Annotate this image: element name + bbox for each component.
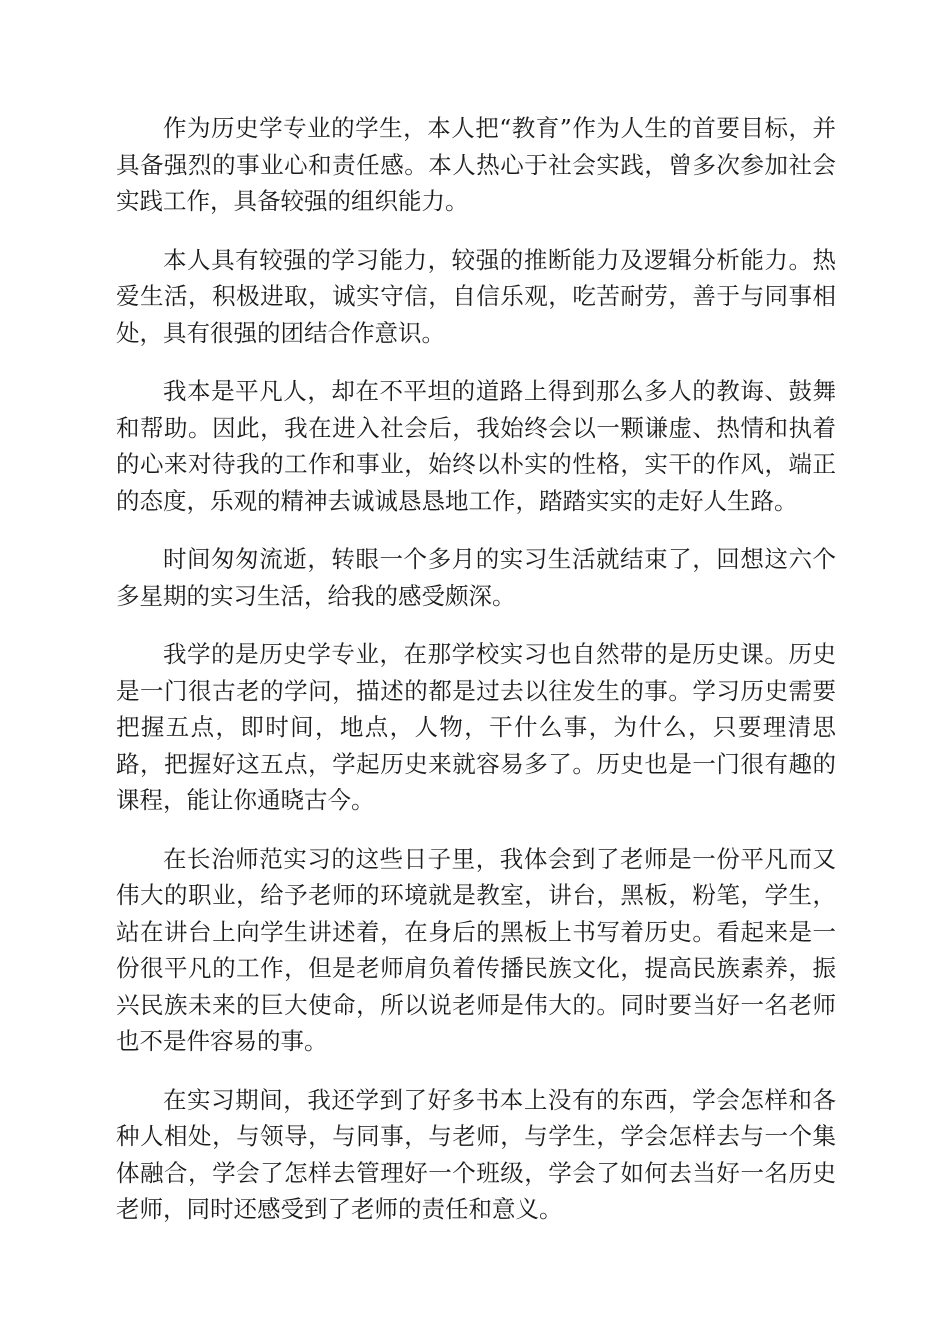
paragraph-6: 在长治师范实习的这些日子里，我体会到了老师是一份平凡而又伟大的职业，给予老师的环境就是教室，讲台，黑板，粉笔，学生，站在讲台上向学生讲述着，在身后的黑板上书写着历史。看起来是一份很平凡的工作，但是老师肩负着传播民族文化，提高民族素养，振兴民族未来的巨大使命，所以说老师是伟大的。同时要当好一名老师也不是件容易的事。 <box>116 844 836 1055</box>
paragraph-1: 作为历史学专业的学生，本人把“教育”作为人生的首要目标，并具备强烈的事业心和责任感。本人热心于社会实践，曾多次参加社会实践工作，具备较强的组织能力。 <box>116 114 836 215</box>
document-body <box>116 110 836 1250</box>
paragraph-5: 我学的是历史学专业，在那学校实习也自然带的是历史课。历史是一门很古老的学问，描述的都是过去以往发生的事。学习历史需要把握五点，即时间，地点，人物，干什么事，为什么，只要理清思路，把握好这五点，学起历史来就容易多了。历史也是一门很有趣的课程，能让你通晓古今。 <box>116 640 836 814</box>
paragraph-7: 在实习期间，我还学到了好多书本上没有的东西，学会怎样和各种人相处，与领导，与同事，与老师，与学生，学会怎样去与一个集体融合，学会了怎样去管理好一个班级，学会了如何去当好一名历史老师，同时还感受到了老师的责任和意义。 <box>116 1085 836 1223</box>
paragraph-4: 时间匆匆流逝，转眼一个多月的实习生活就结束了，回想这六个多星期的实习生活，给我的感受颇深。 <box>116 545 836 610</box>
paragraph-2: 本人具有较强的学习能力，较强的推断能力及逻辑分析能力。热爱生活，积极进取，诚实守信，自信乐观，吃苦耐劳，善于与同事相处，具有很强的团结合作意识。 <box>116 245 836 347</box>
paragraph-3: 我本是平凡人，却在不平坦的道路上得到那么多人的教诲、鼓舞和帮助。因此，我在进入社会后，我始终会以一颗谦虚、热情和执着的心来对待我的工作和事业，始终以朴实的性格，实干的作风，端正的态度，乐观的精神去诚诚恳恳地工作，踏踏实实的走好人生路。 <box>116 377 836 515</box>
